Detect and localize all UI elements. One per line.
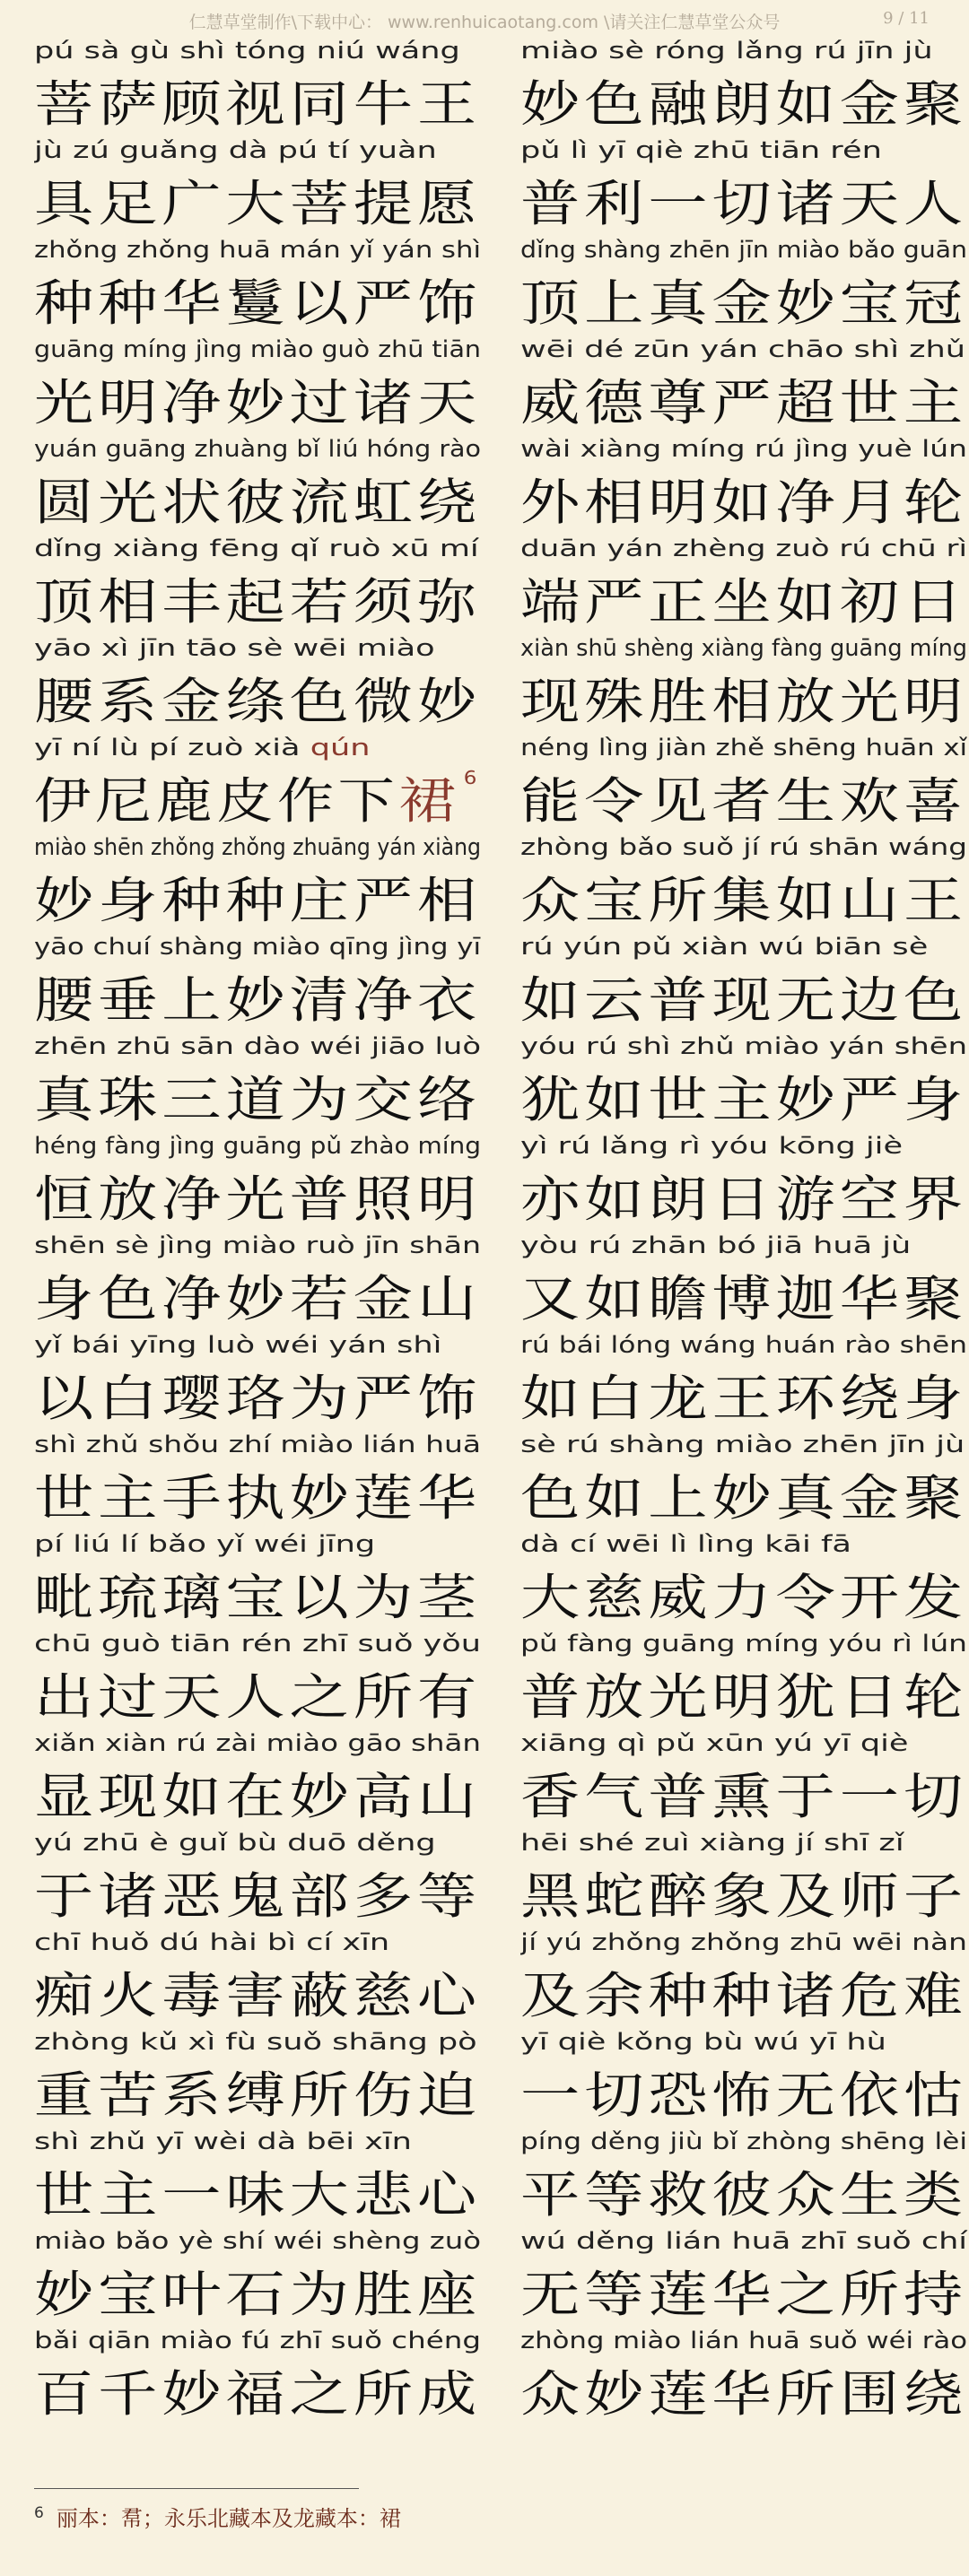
hanzi-text: 普放光明犹日轮 [520,1668,967,1726]
hanzi-text: 普利一切诸天人 [520,175,967,232]
verse-line [34,1627,483,1727]
pinyin-text: yǐ bái yīng luò wéi yán shì [34,1332,442,1359]
pinyin-text: wēi dé zūn yán chāo shì zhǔ [520,336,966,363]
verse-line [520,134,969,233]
page-header [0,0,969,36]
footnote-number: 6 [34,2504,44,2522]
pinyin-text: wú děng lián huā zhī suǒ chí [520,2228,967,2255]
hanzi-text: 腰系金绦色微妙 [34,673,481,730]
hanzi-text: 恒放净光普照明 [34,1171,481,1228]
pinyin-text: néng lìng jiàn zhě shēng huān xǐ [520,735,967,761]
verse-line [34,2224,483,2324]
verse-line [34,2324,483,2424]
pinyin-text: zhēn zhū sān dào wéi jiāo luò [34,1033,481,1060]
pinyin-text: yòu rú zhān bó jiā huā jù [520,1232,912,1259]
hanzi-text: 痴火毒害蔽慈心 [34,1967,481,2024]
pinyin-text: yì rú lǎng rì yóu kōng jiè [520,1133,904,1160]
verse-line [34,731,483,831]
hanzi-text: 威德尊严超世主 [520,374,967,431]
hanzi-text: 具足广大菩提愿 [34,175,481,232]
pinyin-text: bǎi qiān miào fú zhī suǒ chéng [34,2328,481,2354]
pinyin-text: xiàn shū shèng xiàng fàng guāng míng [520,635,967,662]
footnote-divider [34,2488,359,2489]
hanzi-text: 端严正坐如初日 [520,573,967,631]
pinyin-text: yuán guāng zhuàng bǐ liú hóng rào [34,436,481,463]
verse-line [34,2125,483,2224]
hanzi-text: 顶相丰起若须弥 [34,573,481,631]
verse-line [520,1229,969,1328]
hanzi-highlight: 裙 [398,772,460,830]
verse-line [520,333,969,432]
verse-line [520,1129,969,1229]
verse-line [520,731,969,831]
verse-line [34,532,483,631]
page-number: 9 / 11 [883,9,930,28]
verse-line [34,333,483,432]
pinyin-text: dǐng shàng zhēn jīn miào bǎo guān [520,237,967,264]
pinyin-text: chī huǒ dú hài bì cí xīn [34,1929,390,1956]
pinyin-text: yāo xì jīn tāo sè wēi miào [34,635,435,662]
verse-line [520,233,969,333]
verse-line [520,1727,969,1826]
pinyin-text: wài xiàng míng rú jìng yuè lún [520,436,967,463]
hanzi-text: 平等救彼众生类 [520,2166,967,2224]
verse-line [520,1527,969,1627]
pinyin-text: dà cí wēi lì lìng kāi fā [520,1531,851,1558]
hanzi-text: 光明净妙过诸天 [34,374,481,431]
pinyin-text: rú bái lóng wáng huán rào shēn [520,1332,967,1359]
verse-line [520,1030,969,1129]
hanzi-text: 众妙莲华所围绕 [520,2365,967,2423]
footnote-ref: 6 [463,767,481,788]
hanzi-text: 黑蛇醉象及师子 [520,1867,967,1925]
hanzi-text: 重苦系缚所伤迫 [34,2067,481,2124]
pinyin-text: héng fàng jìng guāng pǔ zhào míng [34,1133,481,1160]
pinyin-main: yī ní lù pí zuò xià [34,735,301,761]
verse-line [520,432,969,532]
pinyin-text: zhòng kǔ xì fù suǒ shāng pò [34,2029,477,2056]
verse-line [520,930,969,1030]
hanzi-text: 妙身种种庄严相 [34,872,481,929]
hanzi-text: 无等莲华之所持 [520,2266,967,2323]
right-column [520,34,969,2424]
verse-line [34,1926,483,2025]
pinyin-text: zhòng bǎo suǒ jí rú shān wáng [520,834,967,861]
pinyin-text: zhǒng zhǒng huā mán yǐ yán shì [34,237,481,264]
hanzi-text: 腰垂上妙清净衣 [34,971,481,1029]
hanzi-text: 种种华鬘以严饰 [34,274,481,332]
verse-line [34,34,483,134]
verse-line [520,1428,969,1527]
pinyin-text: pǔ lì yī qiè zhū tiān rén [520,137,882,164]
verse-line [34,1727,483,1826]
verse-line [34,1030,483,1129]
pinyin-text: jù zú guǎng dà pú tí yuàn [34,137,437,164]
hanzi-text: 大慈威力令开发 [520,1569,967,1626]
hanzi-text: 世主一味大悲心 [34,2166,481,2224]
verse-line [34,2025,483,2125]
hanzi-text: 外相明如净月轮 [520,474,967,531]
hanzi-main: 伊尼鹿皮作下 [34,772,399,830]
hanzi-text: 众宝所集如山王 [520,872,967,929]
pinyin-text: yī qiè kǒng bù wú yī hù [520,2029,886,2056]
verse-line [520,2125,969,2224]
pinyin-text: miào sè róng lǎng rú jīn jù [520,38,933,65]
pinyin-text: miào bǎo yè shí wéi shèng zuò [34,2228,481,2255]
verse-line [34,831,483,930]
verse-line [34,1826,483,1926]
pinyin-text: yú zhū è guǐ bù duō děng [34,1830,436,1857]
left-column [34,34,483,2424]
verse-line [34,631,483,731]
verse-line [520,1926,969,2025]
verse-line [520,2025,969,2125]
hanzi-text: 犹如世主妙严身 [520,1071,967,1128]
hanzi-text [34,761,481,832]
hanzi-text: 显现如在妙高山 [34,1768,481,1825]
pinyin-text: chū guò tiān rén zhī suǒ yǒu [34,1631,481,1658]
hanzi-text: 现殊胜相放光明 [520,673,967,730]
pinyin-text: yāo chuí shàng miào qīng jìng yī [34,934,481,961]
hanzi-text: 顶上真金妙宝冠 [520,274,967,332]
verse-line [34,233,483,333]
pinyin-text: miào shēn zhǒng zhǒng zhuāng yán xiàng [34,834,481,861]
verse-line [520,34,969,134]
pinyin-text: hēi shé zuì xiàng jí shī zǐ [520,1830,904,1857]
hanzi-text: 身色净妙若金山 [34,1270,481,1327]
hanzi-text: 以白璎珞为严饰 [34,1370,481,1427]
verse-line [520,831,969,930]
hanzi-text: 百千妙福之所成 [34,2365,481,2423]
footnote [34,2501,931,2532]
pinyin-text: duān yán zhèng zuò rú chū rì [520,535,967,562]
verse-line [520,2324,969,2424]
pinyin-text: pǔ fàng guāng míng yóu rì lún [520,1631,967,1658]
hanzi-text: 妙宝叶石为胜座 [34,2266,481,2323]
hanzi-text: 如白龙王环绕身 [520,1370,967,1427]
verse-line [520,631,969,731]
pinyin-text: yóu rú shì zhǔ miào yán shēn [520,1033,967,1060]
pinyin-text: pú sà gù shì tóng niú wáng [34,38,460,65]
verse-line [520,1627,969,1727]
hanzi-text: 出过天人之所有 [34,1668,481,1726]
pinyin-text: píng děng jiù bǐ zhòng shēng lèi [520,2128,967,2155]
footnote-text: 丽本：帬；永乐北藏本及龙藏本：裙 [56,2506,401,2531]
hanzi-text: 世主手执妙莲华 [34,1469,481,1527]
hanzi-text: 一切恐怖无依怙 [520,2067,967,2124]
verse-line [34,432,483,532]
pinyin-text: shì zhǔ yī wèi dà bēi xīn [34,2128,412,2155]
pinyin-text [34,735,370,761]
hanzi-text: 色如上妙真金聚 [520,1469,967,1527]
hanzi-text: 菩萨顾视同牛王 [34,75,481,133]
hanzi-text: 于诸恶鬼部多等 [34,1867,481,1925]
verse-line [34,1229,483,1328]
hanzi-text: 圆光状彼流虹绕 [34,474,481,531]
pinyin-text: pí liú lí bǎo yǐ wéi jīng [34,1531,376,1558]
pinyin-text: sè rú shàng miào zhēn jīn jù [520,1432,965,1458]
verse-line [520,1328,969,1428]
pinyin-text: rú yún pǔ xiàn wú biān sè [520,934,929,961]
hanzi-text: 亦如朗日游空界 [520,1171,967,1228]
verse-line [34,1129,483,1229]
hanzi-text: 能令见者生欢喜 [520,772,967,830]
pinyin-highlight: qún [310,735,371,761]
hanzi-text: 毗琉璃宝以为茎 [34,1569,481,1626]
pinyin-text: guāng míng jìng miào guò zhū tiān [34,336,481,363]
verse-line [34,1328,483,1428]
verse-line [34,930,483,1030]
pinyin-text: shēn sè jìng miào ruò jīn shān [34,1232,481,1259]
pinyin-text: xiāng qì pǔ xūn yú yī qiè [520,1730,909,1757]
pinyin-text: jí yú zhǒng zhǒng zhū wēi nàn [520,1929,967,1956]
verse-line [34,134,483,233]
hanzi-text: 及余种种诸危难 [520,1967,967,2024]
verse-line [520,1826,969,1926]
hanzi-text: 妙色融朗如金聚 [520,75,967,133]
hanzi-text: 香气普熏于一切 [520,1768,967,1825]
verse-line [520,532,969,631]
verse-line [520,2224,969,2324]
pinyin-text: dǐng xiàng fēng qǐ ruò xū mí [34,535,479,562]
pinyin-text: zhòng miào lián huā suǒ wéi rào [520,2328,967,2354]
pinyin-text: xiǎn xiàn rú zài miào gāo shān [34,1730,481,1757]
pinyin-text: shì zhǔ shǒu zhí miào lián huā [34,1432,481,1458]
hanzi-text: 又如瞻博迦华聚 [520,1270,967,1327]
hanzi-text: 如云普现无边色 [520,971,967,1029]
header-text: 仁慧草堂制作\下载中心： www.renhuicaotang.com \请关注仁慧草堂公众号 [188,13,781,32]
hanzi-text: 真珠三道为交络 [34,1071,481,1128]
verse-line [34,1527,483,1627]
verse-line [34,1428,483,1527]
